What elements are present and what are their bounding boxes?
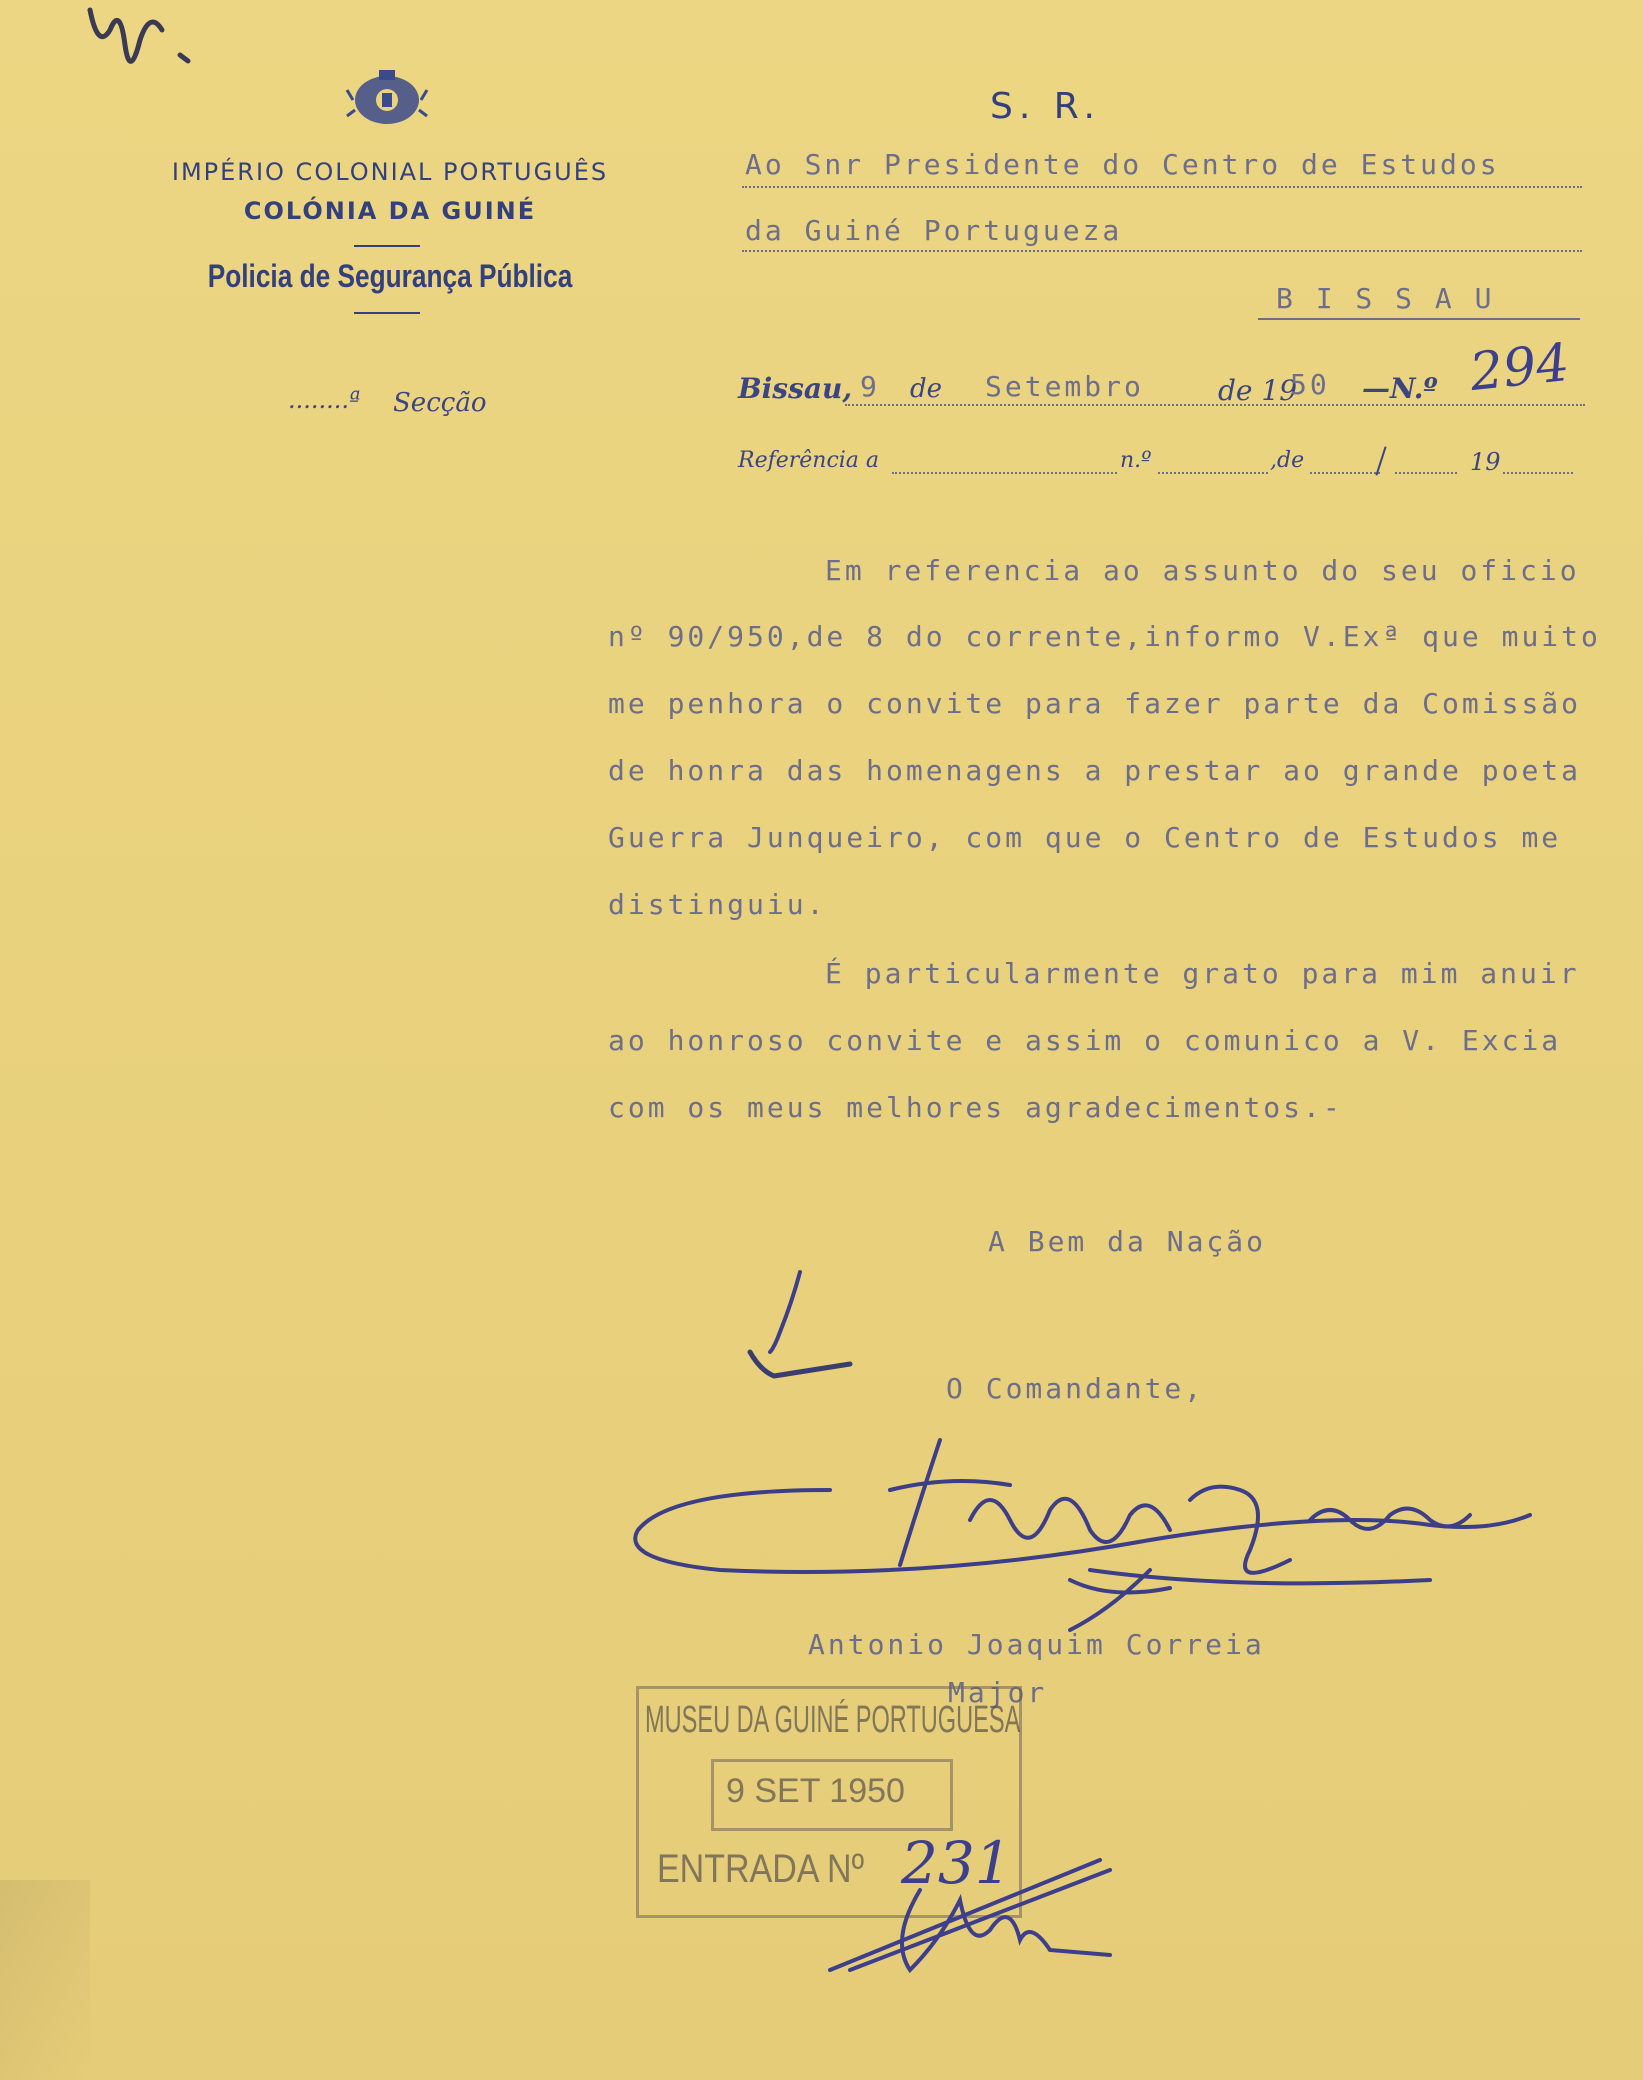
dateline-rule <box>845 404 1585 406</box>
dateline-year: 50 <box>1290 368 1330 401</box>
reference-rule-3 <box>1310 472 1380 474</box>
stamp-entry-number: 231 <box>901 1829 1012 1897</box>
pen-dash-mark <box>740 1340 860 1390</box>
stamp-date-box <box>711 1759 953 1831</box>
address-city: B I S S A U <box>1276 282 1495 315</box>
body-line-6: distinguiu. <box>608 888 827 921</box>
dateline-de: de <box>910 374 943 404</box>
signatory-name: Antonio Joaquim Correia <box>808 1628 1265 1661</box>
reference-rule-4 <box>1395 472 1457 474</box>
address-rule-1 <box>742 186 1582 188</box>
dateline-number-label: —N.º <box>1362 372 1438 405</box>
section-label: Secção <box>393 388 487 418</box>
sr-heading: S. R. <box>990 86 1101 127</box>
coat-of-arms-emblem <box>345 66 429 130</box>
reference-slash <box>1375 446 1386 475</box>
closing-salutation: A Bem da Nação <box>988 1225 1267 1258</box>
address-rule-2 <box>742 250 1582 252</box>
section-mark: ........ª <box>288 386 361 414</box>
reference-de-label: ,de <box>1270 448 1305 473</box>
body-line-5: Guerra Junqueiro, com que o Centro de Estudos me <box>608 821 1562 854</box>
letterhead-rule-bottom <box>354 312 420 314</box>
dateline-ano: de 19 <box>1218 374 1298 407</box>
dateline-month: Setembro <box>985 370 1144 403</box>
body-line-3: me penhora o convite para fazer parte da Comissão <box>608 687 1582 720</box>
signatory-rank: Major <box>948 1676 1048 1709</box>
reference-year: 19 <box>1470 448 1501 476</box>
body-line-8: ao honroso convite e assim o comunico a V. Excia <box>608 1024 1562 1057</box>
reference-rule-1 <box>892 472 1117 474</box>
address-line-2: da Guiné Portugueza <box>745 214 1123 247</box>
corner-pen-mark <box>70 0 230 100</box>
stamp-date: 9 SET 1950 <box>726 1772 905 1810</box>
letterhead-colony: COLÓNIA DA GUINÉ <box>243 197 537 225</box>
reference-label: Referência a <box>738 448 880 473</box>
handwritten-signature <box>630 1420 1550 1640</box>
letterhead-rule-top <box>354 245 420 247</box>
body-line-2: nº 90/950,de 8 do corrente,informo V.Exª que muito <box>608 620 1601 653</box>
reference-rule-5 <box>1503 472 1573 474</box>
dateline-day: 9 <box>860 370 880 403</box>
closing-role: O Comandante, <box>946 1372 1205 1405</box>
body-line-7: É particularmente grato para mim anuir <box>825 957 1580 990</box>
address-line-1: Ao Snr Presidente do Centro de Estudos <box>745 148 1500 181</box>
address-city-rule <box>1258 318 1580 320</box>
reference-rule-2 <box>1158 472 1268 474</box>
paper-edge-shadow <box>0 1880 90 2080</box>
body-line-1: Em referencia ao assunto do seu oficio <box>825 554 1580 587</box>
dateline-number: 294 <box>1467 332 1573 404</box>
letterhead-empire: IMPÉRIO COLONIAL PORTUGUÊS <box>171 158 609 186</box>
handwritten-initials <box>810 1830 1130 1990</box>
body-line-4: de honra das homenagens a prestar ao grande poeta <box>608 754 1582 787</box>
stamp-museum-name: MUSEU DA GUINÉ PORTUGUESA <box>645 1699 1021 1741</box>
reference-n-label: n.º <box>1120 448 1152 473</box>
letterhead-police: Policia de Segurança Pública <box>207 258 573 294</box>
dateline-place: Bissau, <box>738 372 853 405</box>
stamp-entry-label: ENTRADA Nº <box>657 1847 865 1891</box>
body-line-9: com os meus melhores agradecimentos.- <box>608 1091 1343 1124</box>
